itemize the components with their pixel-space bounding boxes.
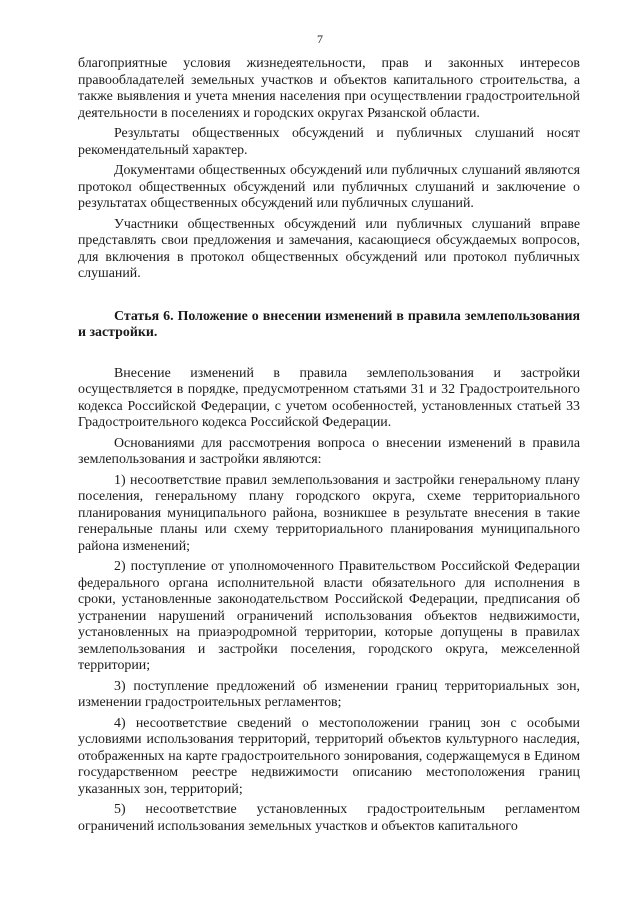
paragraph: Документами общественных обсуждений или публичных слушаний являются протокол общественных обсуждений или публичных слушаний и заключение о результатах общественных обсуждений или публичных слушаний. [78, 163, 580, 211]
list-item: 5) несоответствие установленных градостроительным регламентом ограничений использования земельных участков и объектов капитального [78, 802, 580, 834]
paragraph: Результаты общественных обсуждений и публичных слушаний носят рекомендательный характер. [78, 126, 580, 158]
article-heading: Статья 6. Положение о внесении изменений в правила землепользования и застройки. [78, 308, 580, 340]
page-number: 7 [317, 32, 323, 46]
list-item: 4) несоответствие сведений о местоположении границ зон с особыми условиями использования территорий, территорий объектов культурного наследия, отображенных на карте градостроительного зонирования, содержащемуся в Едином государственном реестре недвижимости описанию местоположения границ указанных зон, территорий; [78, 715, 580, 797]
list-item: 3) поступление предложений об изменении границ территориальных зон, изменении градостроительных регламентов; [78, 678, 580, 710]
list-item: 2) поступление от уполномоченного Правительством Российской Федерации федерального органа исполнительной власти обязательного для исполнения в сроки, установленные законодательством Российской Федерации, предписания об устранении нарушений ограничений использования объектов недвижимости, установленных на приаэродромной территории, которые допущены в правилах землепользования и застройки поселения, городского округа, межселенной территории; [78, 559, 580, 673]
paragraph: Основаниями для рассмотрения вопроса о внесении изменений в правила землепользования и застройки являются: [78, 435, 580, 467]
document-body [78, 56, 580, 835]
paragraph: Участники общественных обсуждений или публичных слушаний вправе представлять свои предложения и замечания, касающиеся обсуждаемых вопросов, для включения в протокол общественных обсуждений или протокол публичных слушаний. [78, 216, 580, 281]
list-item: 1) несоответствие правил землепользования и застройки генеральному плану поселения, генеральному плану городского округа, схеме территориального планирования муниципального района, возникшее в результате внесения в такие генеральные планы или схему территориального планирования муниципального района изменений; [78, 472, 580, 554]
paragraph: Внесение изменений в правила землепользования и застройки осуществляется в порядке, предусмотренном статьями 31 и 32 Градостроительного кодекса Российской Федерации, с учетом особенностей, установленных статьей 33 Градостроительного кодекса Российской Федерации. [78, 365, 580, 430]
paragraph: благоприятные условия жизнедеятельности, прав и законных интересов правообладателей земельных участков и объектов капитального строительства, а также выявления и учета мнения населения при осуществлении градостроительной деятельности в поселениях и городских округах Рязанской области. [78, 56, 580, 121]
